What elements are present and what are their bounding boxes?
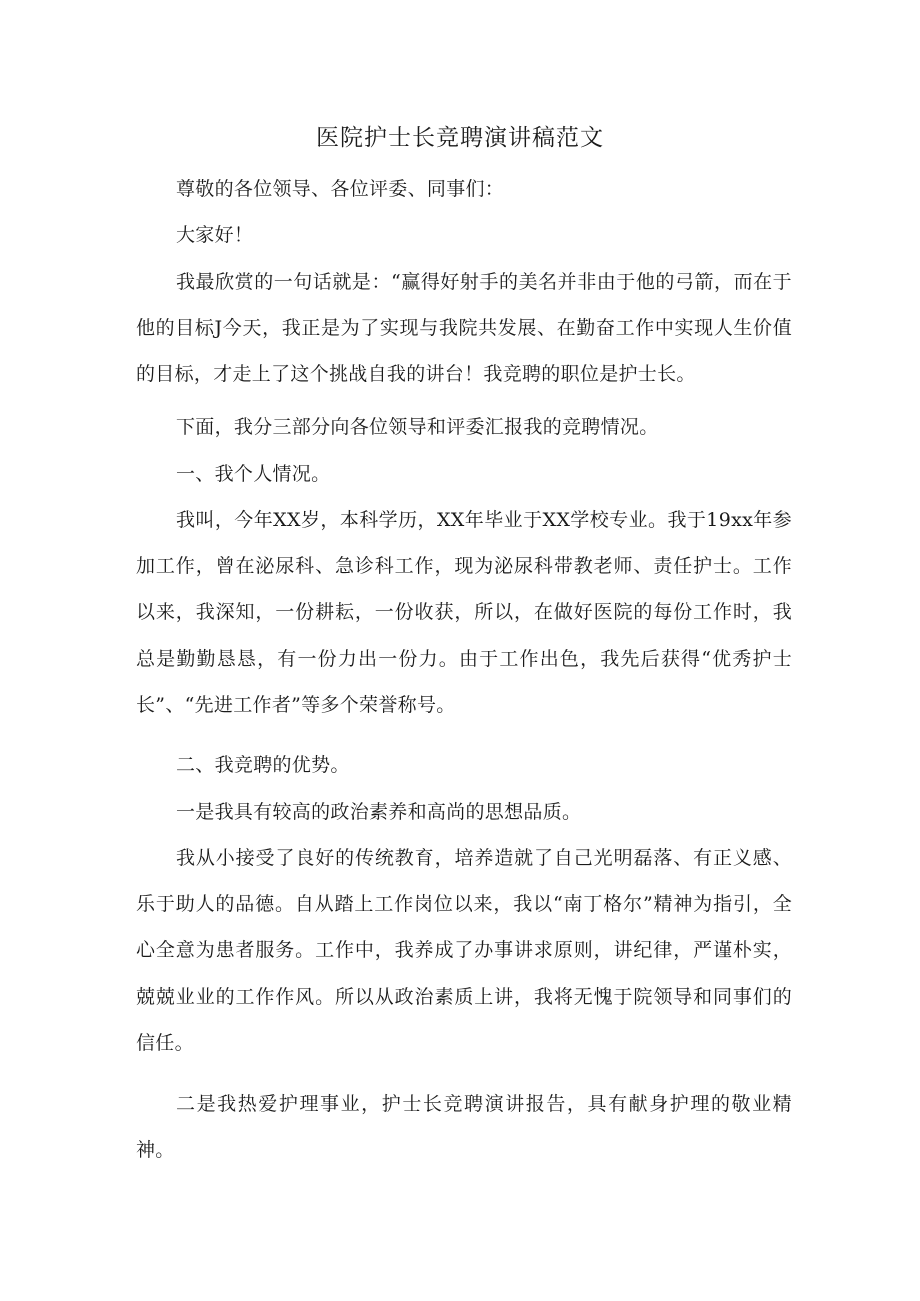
advantage-point-1-detail: 我从小接受了良好的传统教育，培养造就了自己光明磊落、有正义感、乐于助人的品德。自从踏上工作岗位以来，我以“南丁格尔”精神为指引，全心全意为患者服务。工作中，我养成了办事讲求原则，讲纪律，严谨朴实，兢兢业业的工作作风。所以从政治素质上讲，我将无愧于院领导和同事们的信任。 <box>136 847 792 1054</box>
advantage-point-1: 一是我具有较高的政治素养和高尚的思想品质。 <box>176 801 582 823</box>
section-heading-personal: 一、我个人情况。 <box>176 463 331 485</box>
advantage-point-2: 二是我热爱护理事业，护士长竞聘演讲报告，具有献身护理的敬业精神。 <box>136 1093 792 1162</box>
document-title: 医院护士长竞聘演讲稿范文 <box>316 125 604 151</box>
bio-paragraph: 我叫，今年XX岁，本科学历，XX年毕业于XX学校专业。我于19xx年参加工作，曾在泌尿科、急诊科工作，现为泌尿科带教老师、责任护士。工作以来，我深知，一份耕耘，一份收获，所以，在做好医院的每份工作时，我总是勤勤恳恳，有一份力出一份力。由于工作出色，我先后获得“优秀护士长”、“先进工作者”等多个荣誉称号。 <box>136 509 792 716</box>
section-heading-advantages: 二、我竞聘的优势。 <box>176 754 350 776</box>
intro-paragraph: 下面，我分三部分向各位领导和评委汇报我的竞聘情况。 <box>176 416 659 438</box>
salutation-paragraph: 尊敬的各位领导、各位评委、同事们： <box>176 178 505 200</box>
quote-paragraph: 我最欣赏的一句话就是：“赢得好射手的美名并非由于他的弓箭，而在于他的目标J今天，我正是为了实现与我院共发展、在勤奋工作中实现人生价值的目标，才走上了这个挑战自我的讲台！我竞聘的职位是护士长。 <box>136 271 792 386</box>
greeting-paragraph: 大家好！ <box>176 224 254 246</box>
